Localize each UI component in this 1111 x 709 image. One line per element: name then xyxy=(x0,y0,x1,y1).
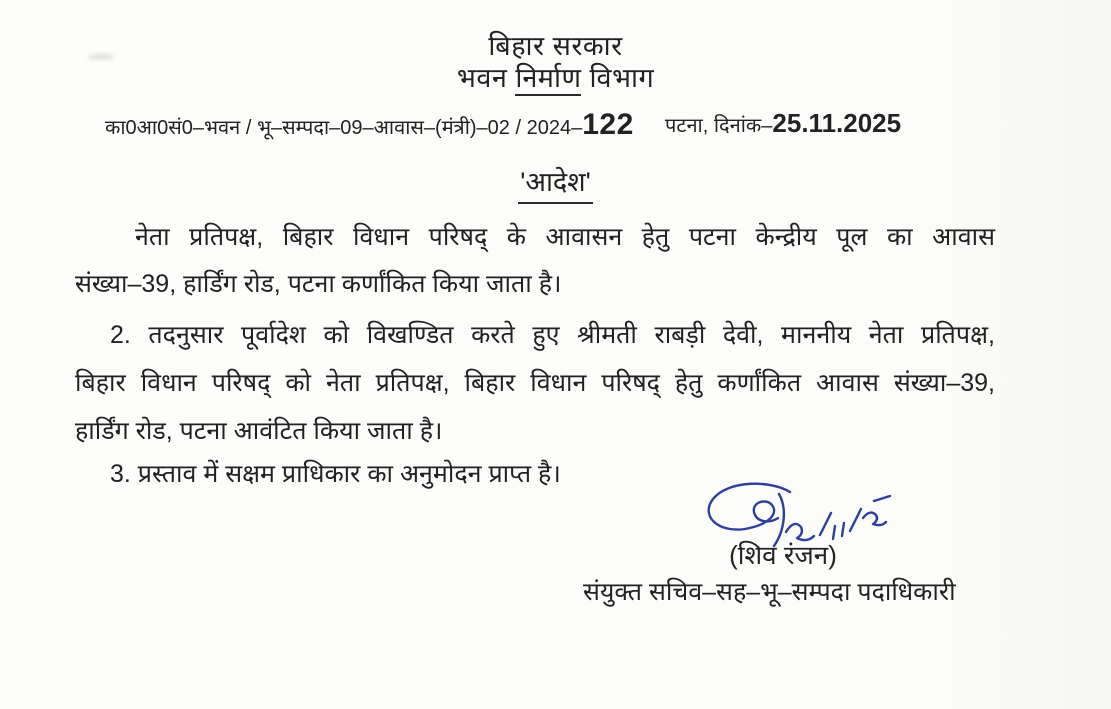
paragraph-2-line-2: बिहार विधान परिषद् को नेता प्रतिपक्ष, बिहार विधान परिषद् हेतु कर्णांकित आवास संख्या–39, xyxy=(75,369,995,397)
paragraph-1-line-2: संख्या–39, हार्डिंग रोड, पटना कर्णांकित किया जाता है। xyxy=(75,270,562,298)
issue-date: 25.11.2025 xyxy=(772,108,902,138)
signatory-designation: संयुक्त सचिव–सह–भू–सम्पदा पदाधिकारी xyxy=(583,578,956,606)
department-name xyxy=(0,58,1111,95)
order-title: 'आदेश' xyxy=(0,162,1111,204)
department-name-underlined: निर्माण xyxy=(515,63,581,96)
paragraph-2-line-3: हार्डिंग रोड, पटना आवंटित किया जाता है। xyxy=(75,417,443,445)
memo-reference-prefix: का0आ0सं0–भवन / भू–सम्पदा–09–आवास–(मंत्री)–02 / 2024– xyxy=(105,117,583,139)
place-and-date xyxy=(665,108,901,139)
memo-reference xyxy=(105,108,634,142)
place-date-prefix: पटना, दिनांक– xyxy=(665,115,773,137)
government-name: बिहार सरकार xyxy=(488,31,623,61)
signatory-name: (शिव रंजन) xyxy=(729,540,837,570)
department-name-pre: भवन xyxy=(456,63,516,93)
paragraph-1-line-1: नेता प्रतिपक्ष, बिहार विधान परिषद् के आवासन हेतु पटना केन्द्रीय पूल का आवास xyxy=(135,223,995,251)
paragraph-2-line-1: 2. तदनुसार पूर्वादेश को विखण्डित करते हुए श्रीमती राबड़ी देवी, माननीय नेता प्रतिपक्ष, xyxy=(110,321,995,349)
memo-number: 122 xyxy=(582,108,634,141)
department-name-post: विभाग xyxy=(581,63,655,93)
paragraph-3: 3. प्रस्ताव में सक्षम प्राधिकार का अनुमोदन प्राप्त है। xyxy=(110,460,561,488)
